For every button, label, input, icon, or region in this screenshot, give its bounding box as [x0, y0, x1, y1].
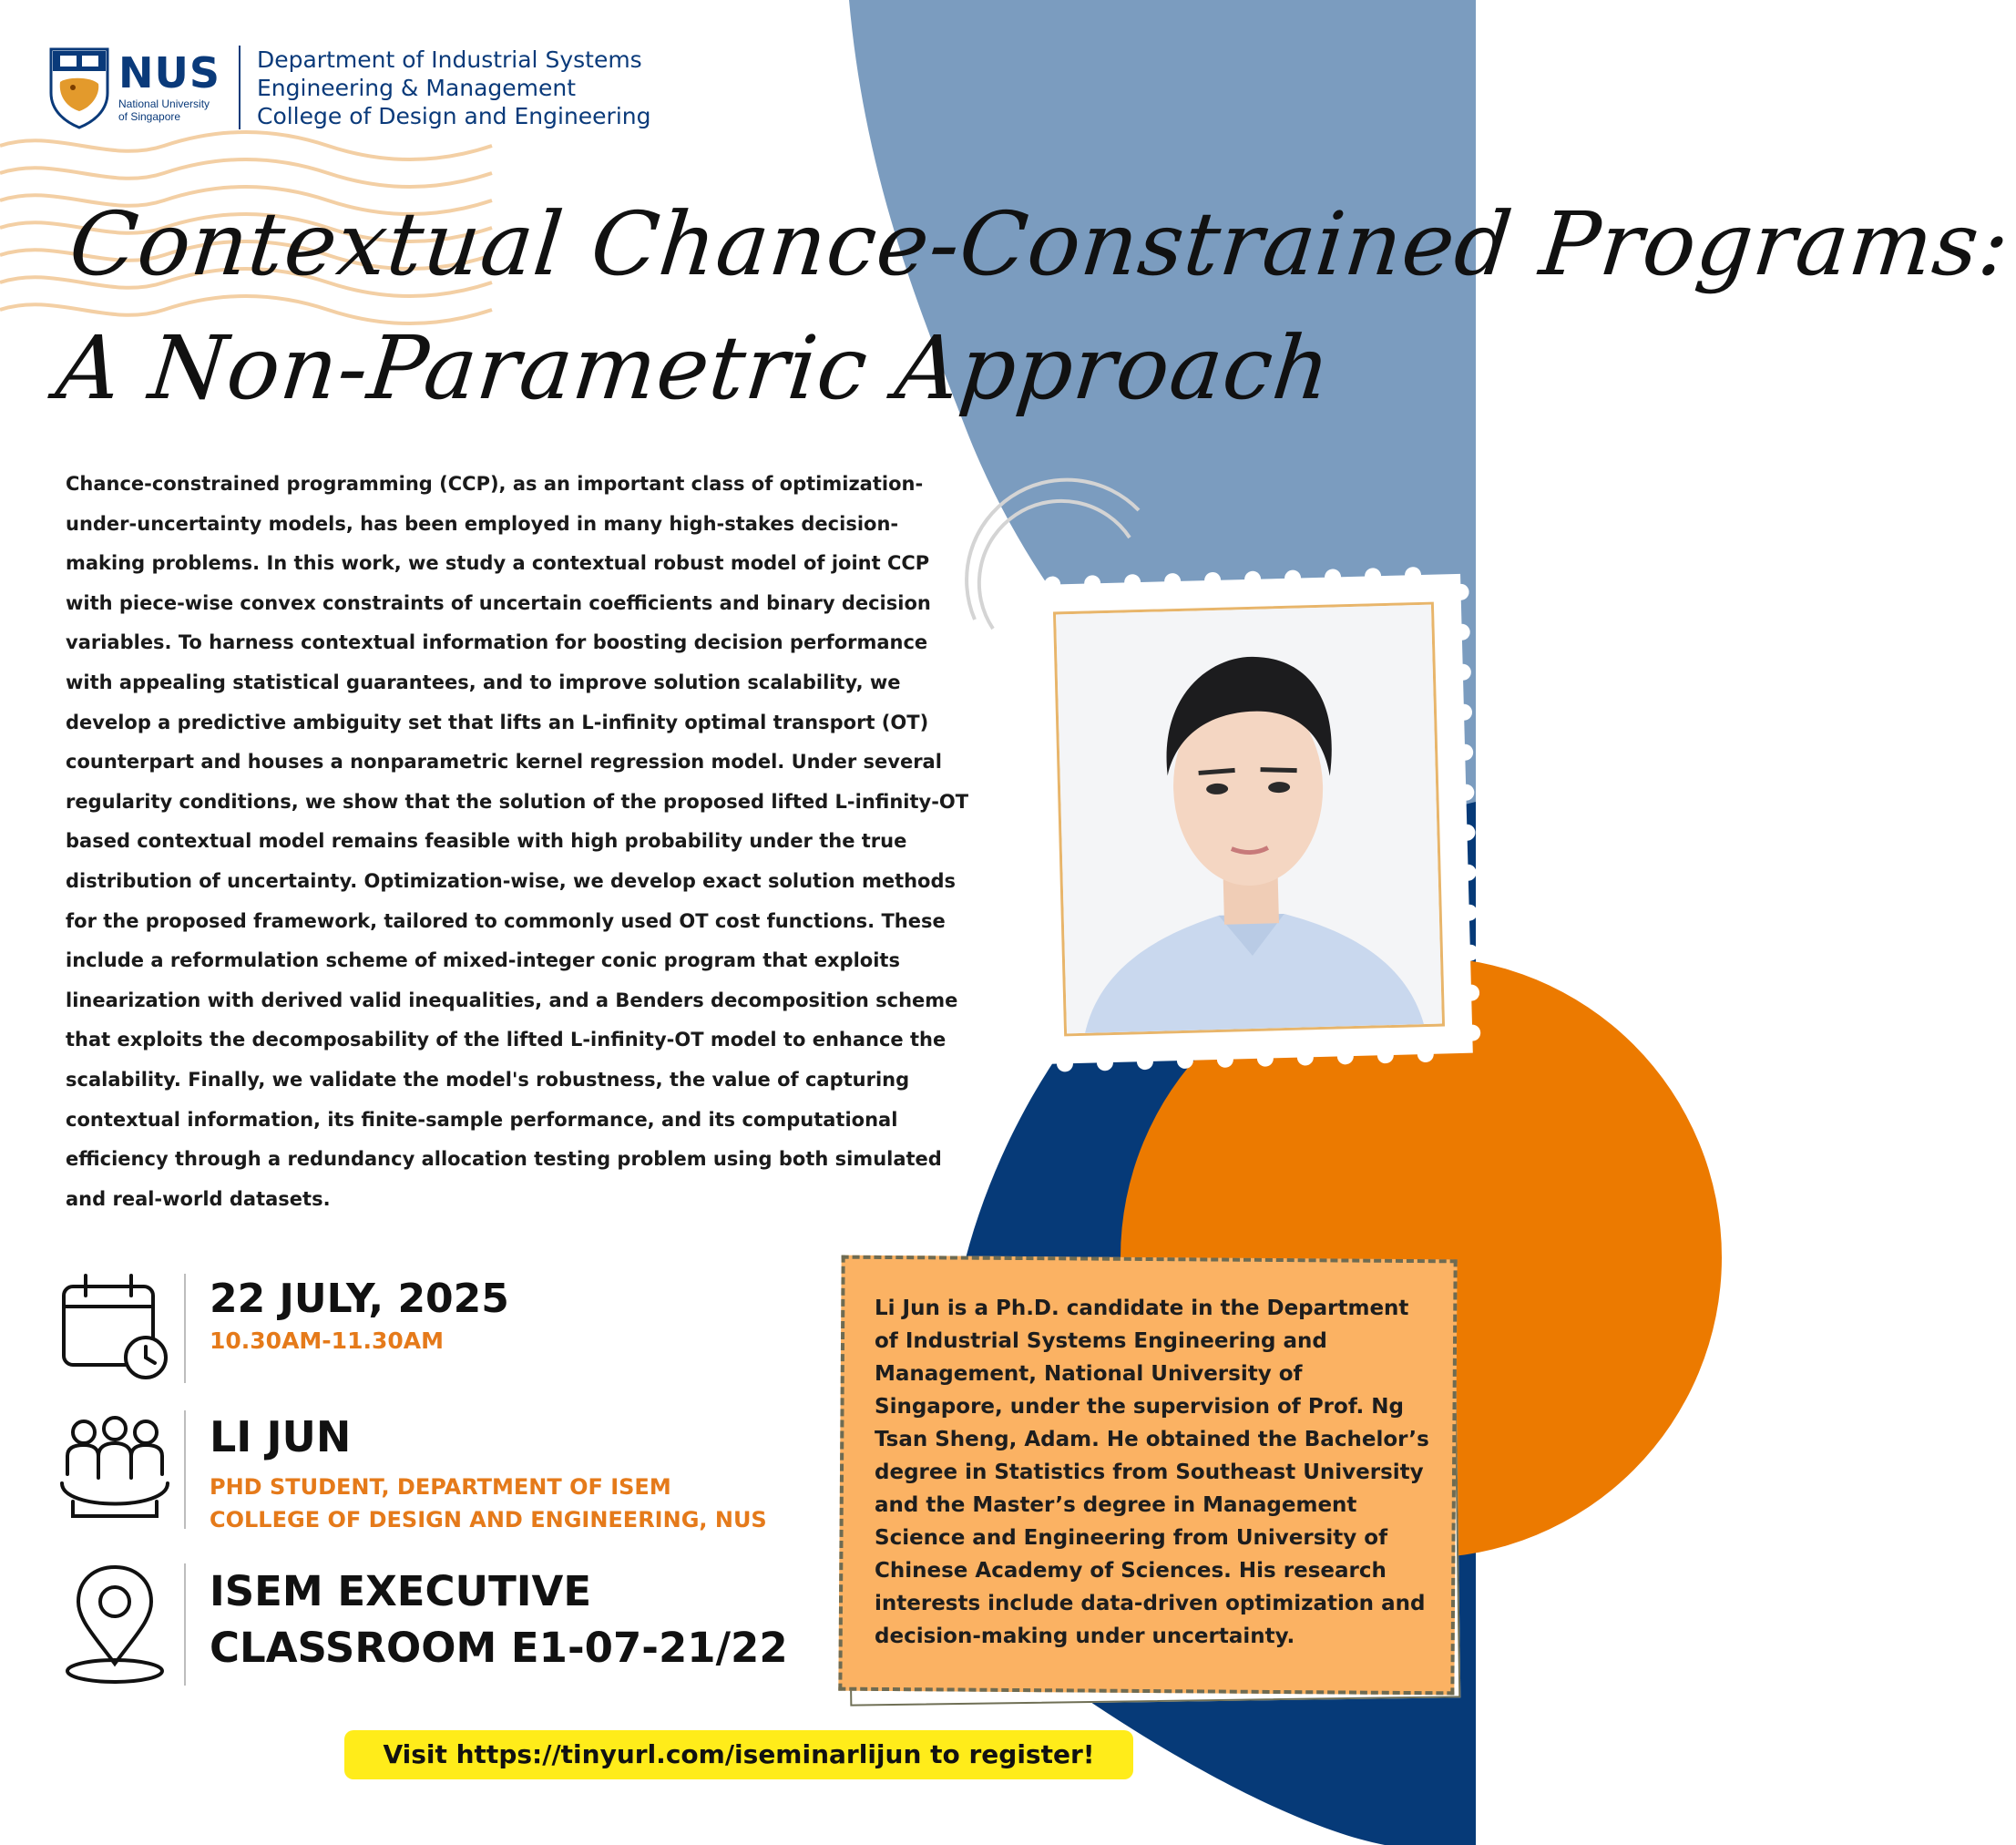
nus-logo-subtitle-2: of Singapore: [118, 110, 181, 123]
speaker-bio-card: [840, 1257, 1456, 1693]
title-line-1: Contextual Chance-Constrained Programs:: [65, 193, 2015, 295]
nus-logo-text: NUS: [118, 48, 220, 97]
venue-divider: [184, 1563, 186, 1686]
department-line-1: Department of Industrial Systems: [256, 46, 642, 73]
speaker-photo-stamp: [1025, 574, 1473, 1064]
speaker-divider: [184, 1410, 186, 1529]
nus-logo-subtitle-1: National University: [118, 97, 210, 110]
group-people-icon: [58, 1410, 171, 1523]
department-name: [257, 46, 651, 130]
department-line-2: Engineering & Management: [256, 74, 577, 101]
speaker-portrait: [1056, 605, 1442, 1034]
speaker-info: [210, 1410, 767, 1532]
venue-line-1: ISEM EXECUTIVE: [210, 1567, 592, 1615]
date-divider: [184, 1274, 186, 1383]
venue-line-2: CLASSROOM E1-07-21/22: [210, 1624, 788, 1672]
venue-info: [210, 1563, 788, 1686]
title-line-2: A Non-Parametric Approach: [51, 317, 1336, 419]
header: [47, 42, 651, 133]
nus-crest-icon: [47, 46, 111, 129]
venue-row: [58, 1563, 788, 1686]
seminar-title: [51, 182, 2015, 430]
speaker-photo: [1053, 602, 1445, 1037]
date-row: [58, 1274, 509, 1374]
speaker-name: LI JUN: [210, 1412, 352, 1461]
location-pin-icon: [58, 1563, 171, 1686]
department-line-3: College of Design and Engineering: [256, 102, 651, 129]
speaker-row: [58, 1410, 767, 1532]
nus-wordmark: [118, 48, 220, 123]
register-banner[interactable]: Visit https://tinyurl.com/iseminarlijun to register!: [344, 1730, 1133, 1779]
calendar-clock-icon: [58, 1268, 171, 1381]
date-info: [210, 1274, 509, 1374]
abstract-text: Chance-constrained programming (CCP), as an important class of optimization-under-uncertainty models, has been employed in many high-stakes decision-making problems. In this work, we study a contextual robust model of joint CCP with piece-wise convex constraints of uncertain coefficients and binary decision variables. To harness contextual information for boosting decision performance with appealing statistical guarantees, and to improve solution scalability, we develop a predictive ambiguity set that lifts an L-infinity optimal transport (OT) counterpart and houses a nonparametric kernel regression model. Under several regularity conditions, we show that the solution of the proposed lifted L-infinity-OT based contextual model remains feasible with high probability under the true distribution of uncertainty. Optimization-wise, we develop exact solution methods for the proposed framework, tailored to commonly used OT cost functions. These include a reformulation scheme of mixed-integer conic program that exploits linearization with derived valid inequalities, and a Benders decomposition scheme that exploits the decomposability of the lifted L-infinity-OT model to enhance the scalability. Finally, we validate the model's robustness, the value of capturing contextual information, its finite-sample performance, and its computational efficiency through a redundancy allocation testing problem using both simulated and real-world datasets.: [66, 473, 969, 1210]
speaker-role-1: PHD STUDENT, DEPARTMENT OF ISEM: [210, 1474, 671, 1500]
speaker-role-2: COLLEGE OF DESIGN AND ENGINEERING, NUS: [210, 1507, 767, 1532]
event-date: 22 JULY, 2025: [210, 1276, 509, 1322]
event-time: 10.30AM-11.30AM: [210, 1327, 444, 1354]
speaker-bio: Li Jun is a Ph.D. candidate in the Department of Industrial Systems Engineering and Management, National University of Singapore, under the supervision of Prof. Ng Tsan Sheng, Adam. He obtained the Bachelor’s degree in Statistics from Southeast University and the Master’s degree in Management Science and Engineering from University of Chinese Academy of Sciences. His research interests include data-driven optimization and decision-making under uncertainty.: [875, 1297, 1429, 1648]
header-divider: [239, 46, 240, 129]
